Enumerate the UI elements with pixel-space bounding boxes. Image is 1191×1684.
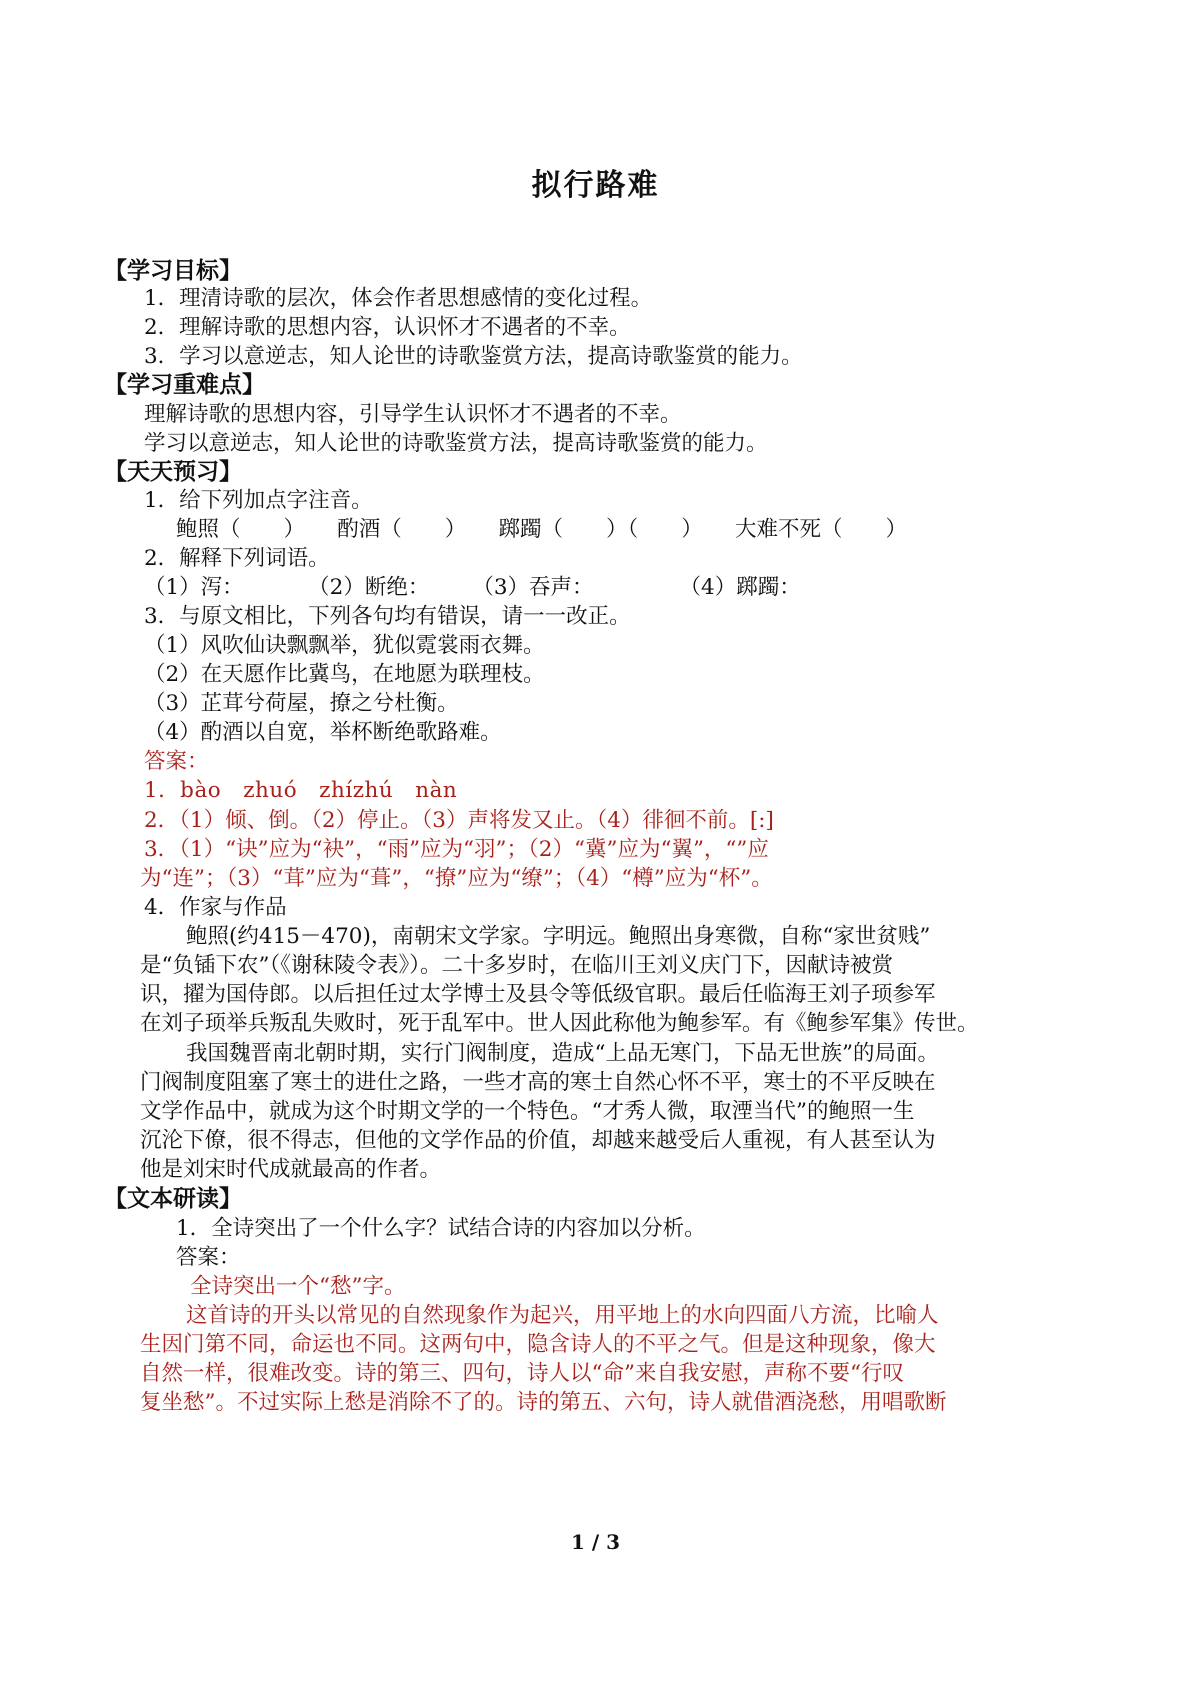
page-title: 拟行路难 <box>531 168 660 203</box>
preview-question-1-items: 鲍照（ ） 酌酒（ ） 踯躅（ ）（ ） 大难不死（ ） <box>176 517 908 542</box>
preview-answer-3: 3．（1）“诀”应为“袂”，“雨”应为“羽”；（2）“冀”应为“翼”，“”应 <box>144 837 769 862</box>
goal-item-3: 3．学习以意逆志，知人论世的诗歌鉴赏方法，提高诗歌鉴赏的能力。 <box>144 344 803 369</box>
goal-item-2: 2．理解诗歌的思想内容，认识怀才不遇者的不幸。 <box>144 315 631 340</box>
preview-question-3-item-3: （3）芷茸兮荷屋，撩之兮杜衡。 <box>144 691 459 716</box>
preview-question-2-items: （1）泻： （2）断绝： （3）吞声： （4）踯躅： <box>144 575 801 600</box>
author-para2-line-3: 文学作品中，就成为这个时期文学的一个特色。“才秀人微，取湮当代”的鲍照一生 <box>140 1099 915 1124</box>
preview-question-4: 4．作家与作品 <box>144 895 287 920</box>
section-heading-goals: 【学习目标】 <box>104 257 242 284</box>
preview-question-2: 2．解释下列词语。 <box>144 546 330 571</box>
author-para1-line-4: 在刘子顼举兵叛乱失败时，死于乱军中。世人因此称他为鲍参军。有《鲍参军集》传世。 <box>140 1011 979 1036</box>
section-heading-preview: 【天天预习】 <box>104 458 242 485</box>
reading-answer-line-1: 这首诗的开头以常见的自然现象作为起兴，用平地上的水向四面八方流，比喻人 <box>186 1303 939 1328</box>
author-para1-line-2: 是“负锸下农”（《谢秣陵令表》）。二十多岁时，在临川王刘义庆门下，因献诗被赏 <box>140 953 893 978</box>
reading-answer-line-2: 生因门第不同，命运也不同。这两句中，隐含诗人的不平之气。但是这种现象，像大 <box>140 1332 936 1357</box>
author-para2-line-1: 我国魏晋南北朝时期，实行门阀制度，造成“上品无寒门，下品无世族”的局面。 <box>186 1041 939 1066</box>
preview-answer-1: 1．bào zhuó zhízhú nàn <box>144 778 458 803</box>
section-heading-key-points: 【学习重难点】 <box>104 371 265 398</box>
reading-answer-label: 答案： <box>176 1245 241 1270</box>
preview-question-3-item-2: （2）在天愿作比冀鸟，在地愿为联理枝。 <box>144 662 545 687</box>
preview-answer-2: 2．（1）倾、倒。（2）停止。（3）声将发又止。（4）徘徊不前。[:] <box>144 808 774 833</box>
preview-answer-3-continued: 为“连”；（3）“茸”应为“葺”，“撩”应为“缭”；（4）“樽”应为“杯”。 <box>140 866 773 891</box>
author-para2-line-4: 沉沦下僚，很不得志，但他的文学作品的价值，却越来越受后人重视，有人甚至认为 <box>140 1128 936 1153</box>
goal-item-1: 1．理清诗歌的层次，体会作者思想感情的变化过程。 <box>144 286 653 311</box>
key-point-2: 学习以意逆志，知人论世的诗歌鉴赏方法，提高诗歌鉴赏的能力。 <box>144 431 768 456</box>
author-para2-line-2: 门阀制度阻塞了寒士的进仕之路，一些才高的寒士自然心怀不平，寒士的不平反映在 <box>140 1070 936 1095</box>
section-heading-reading: 【文本研读】 <box>104 1185 242 1212</box>
key-point-1: 理解诗歌的思想内容，引导学生认识怀才不遇者的不幸。 <box>144 402 682 427</box>
author-para2-line-5: 他是刘宋时代成就最高的作者。 <box>140 1157 442 1182</box>
preview-question-3: 3．与原文相比，下列各句均有错误，请一一改正。 <box>144 604 631 629</box>
author-para1-line-3: 识，擢为国侍郎。以后担任过太学博士及县令等低级官职。最后任临海王刘子顼参军 <box>140 982 936 1007</box>
reading-answer-first: 全诗突出一个“愁”字。 <box>190 1274 406 1299</box>
reading-answer-line-3: 自然一样，很难改变。诗的第三、四句，诗人以“命”来自我安慰，声称不要“行叹 <box>140 1361 904 1386</box>
author-para1-line-1: 鲍照(约415－470)，南朝宋文学家。字明远。鲍照出身寒微，自称“家世贫贱” <box>186 924 931 949</box>
preview-question-3-item-1: （1）风吹仙诀飘飘举，犹似霓裳雨衣舞。 <box>144 633 545 658</box>
reading-answer-line-4: 复坐愁”。不过实际上愁是消除不了的。诗的第五、六句，诗人就借酒浇愁，用唱歌断 <box>140 1390 947 1415</box>
page-number: 1 / 3 <box>570 1530 621 1554</box>
preview-question-1: 1．给下列加点字注音。 <box>144 488 373 513</box>
preview-answer-label: 答案： <box>144 749 209 774</box>
reading-question-1: 1．全诗突出了一个什么字？试结合诗的内容加以分析。 <box>176 1216 706 1241</box>
preview-question-3-item-4: （4）酌酒以自宽，举杯断绝歌路难。 <box>144 720 502 745</box>
